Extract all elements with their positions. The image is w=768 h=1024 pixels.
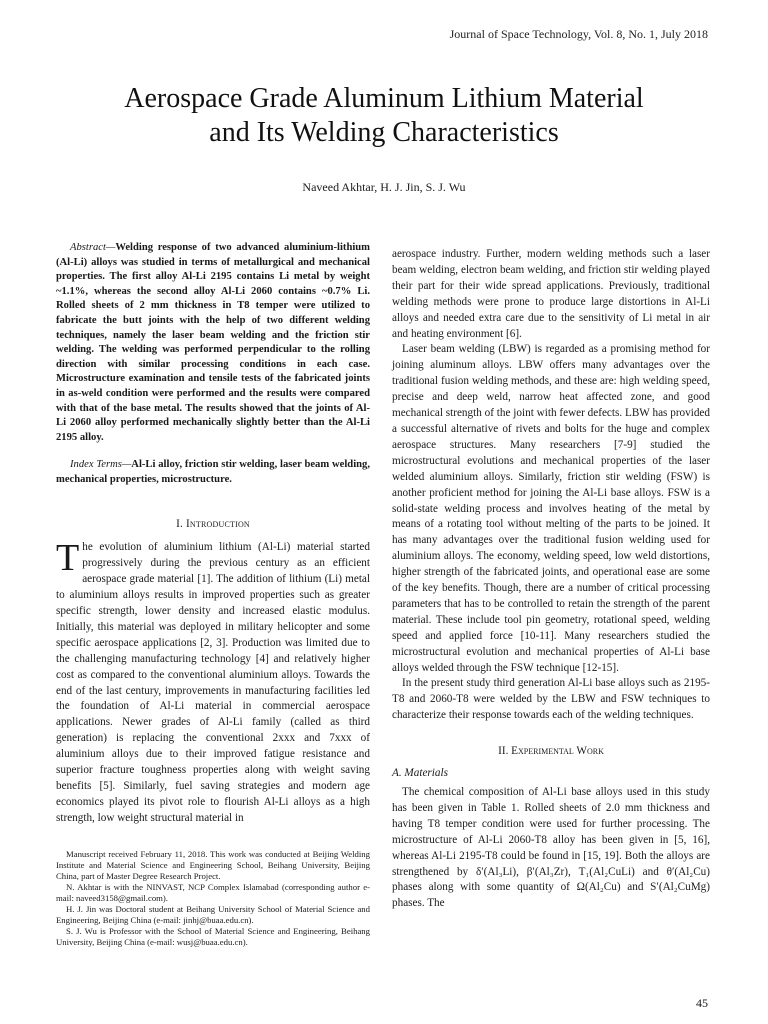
- footnote-author-2: H. J. Jin was Doctoral student at Beihang University School of Material Science and Engineering, Beijing China (e-mail: jinhj@buaa.edu.cn).: [56, 904, 370, 925]
- author-list: Naveed Akhtar, H. J. Jin, S. J. Wu: [302, 180, 466, 194]
- intro-paragraph: [56, 537, 370, 826]
- section-heading-experimental-work: II. Experimental Work: [498, 745, 604, 758]
- footnote-manuscript: Manuscript received February 11, 2018. This work was conducted at Beijing Welding Institute and Material Science and Engineering School, Beihang University, Beijing China, part of Master Degree Research Project.: [56, 849, 370, 881]
- body-paragraph: aerospace industry. Further, modern welding methods such a laser beam welding, electron beam welding, and friction stir welding played their part for their wide spread applications. Previously, traditional welding methods were prone to produce large distortions in Al-Li alloys and needed extra care due to the sensitivity of Li metal in air and heating environment [6].: [392, 248, 710, 340]
- abstract: [56, 241, 370, 445]
- journal-header: Journal of Space Technology, Vol. 8, No. 1, July 2018: [449, 27, 708, 41]
- left-column: [56, 241, 370, 827]
- footnote-author-3: S. J. Wu is Professor with the School of Material Science and Engineering, Beihang University, Beijing China (e-mail: wusj@buaa.edu.cn).: [56, 926, 370, 947]
- body-paragraph: In the present study third generation Al-Li base alloys such as 2195-T8 and 2060-T8 were welded by the LBW and FSW techniques to characterize their response towards each of the welding techniques.: [392, 677, 710, 722]
- paper-title: [40, 82, 728, 150]
- abstract-label: Abstract—: [70, 242, 116, 253]
- body-paragraph: Laser beam welding (LBW) is regarded as a promising method for joining aluminum alloys. LBW offers many advantages over the traditional fusion welding methods, and these are: high welding speed, precise and deep weld, narrow heat affected zone, and good mechanical strength of the joint with fewer defects. LBW has provided a successful alternative of rivets and bolts for the huge and complex aerospace structures. Many researchers [7-9] studied the microstructural evolutions and mechanical properties of the laser welded aluminium alloys. Similarly, friction stir welding (FSW) is another proficient method for joining the Al-Li base alloys. FSW is a solid-state welding process and involves heating of the metal by means of a rotating tool without melting of the parts to be joined. It has many advantages over the traditional fusion welding used for aluminium alloys. The economy, welding speed, low weld distortions, higher strength of the fabricated joints, and operational ease are some of the key benefits. Though, there are a number of critical processing parameters that has to be controlled to retain the strength of the parent material. These include tool pin geometry, rotational speed, welding speed and applied force [10-11]. Many researchers studied the microstructural evolution and mechanical properties of Al-Li base alloys welded through the FSW technique [12-15].: [392, 343, 710, 674]
- index-terms-text: Al-Li alloy, friction stir welding, laser beam welding, mechanical properties, microstructure.: [56, 459, 370, 485]
- footnotes: [56, 849, 370, 948]
- body-paragraph: The chemical composition of Al-Li base alloys used in this study has been given in Table 1. Rolled sheets of 2.0 mm thickness and having T8 temper condition were used for further processing. The microstructure of Al-Li 2060-T8 alloy has been given in [5, 16], whereas Al-Li 2195-T8 could be found in [15, 19]. Both the alloys are strengthened by δ′(Al₃Li), β′(Al₃Zr), T₁(Al₂CuLi) and θ′(Al₂Cu) phases along with some quantity of Ω(Al₂Cu) and S′(Al₂CuMg) phases. The: [392, 786, 710, 910]
- section-heading-introduction: I. Introduction: [176, 517, 250, 530]
- index-terms: [56, 458, 370, 487]
- page-number: 45: [696, 996, 708, 1010]
- footnote-author-1: N. Akhtar is with the NINVAST, NCP Complex Islamabad (corresponding author e-mail: naveed3158@gmail.com).: [56, 882, 370, 903]
- drop-cap: T: [56, 537, 80, 580]
- intro-text: he evolution of aluminium lithium (Al-Li) material started progressively during the previous century as an efficient aerospace grade material [1]. The addition of lithium (Li) metal to aluminium alloys results in improved properties such as greater specific strength, lower density and increased elastic modulus. Initially, this material was deployed in military helicopter and some specific aerospace applications [2, 3]. Production was limited due to the challenging manufacturing technology [4] and relatively higher cost as compared to the conventional aluminium alloys. Towards the end of the last century, improvements in manufacturing facilities led the foundation of Al-Li material in commercial aerospace applications. Newer grades of Al-Li family (called as third generation) is replacing the conventional 2xxx and 7xxx of aluminium alloys due to their improved fatigue resistance and superior fracture toughness properties along with weight saving benefits [5]. Similarly, fuel saving strategies and modern age economics played its pivot role to flourish Al-Li alloys as a high strength, low weight structural material in: [56, 541, 370, 824]
- title-line-1: Aerospace Grade Aluminum Lithium Material: [124, 83, 644, 114]
- title-line-2: and Its Welding Characteristics: [209, 117, 559, 148]
- subsection-heading-materials: A. Materials: [392, 767, 448, 780]
- abstract-text: Welding response of two advanced aluminium-lithium (Al-Li) alloys was studied in terms of metallurgical and mechanical properties. The first alloy Al-Li 2195 contains Li metal by weight ~1.1%, whereas the second alloy Al-Li 2060 contains ~0.7% Li. Rolled sheets of 2 mm thickness in T8 temper were utilized to fabricate the butt joints with the help of two different welding techniques, namely the laser beam welding and the friction stir welding. The welding was performed perpendicular to the rolling direction with similar processing conditions in each case. Microstructure examination and tensile tests of the fabricated joints in as-weld condition were performed and the results were compared with that of the base metal. The results showed that the joints of Al-Li 2060 alloy performed mechanically slightly better than the Al-Li 2195 alloy.: [56, 242, 370, 443]
- right-column: [392, 247, 710, 912]
- index-terms-label: Index Terms—: [70, 459, 132, 471]
